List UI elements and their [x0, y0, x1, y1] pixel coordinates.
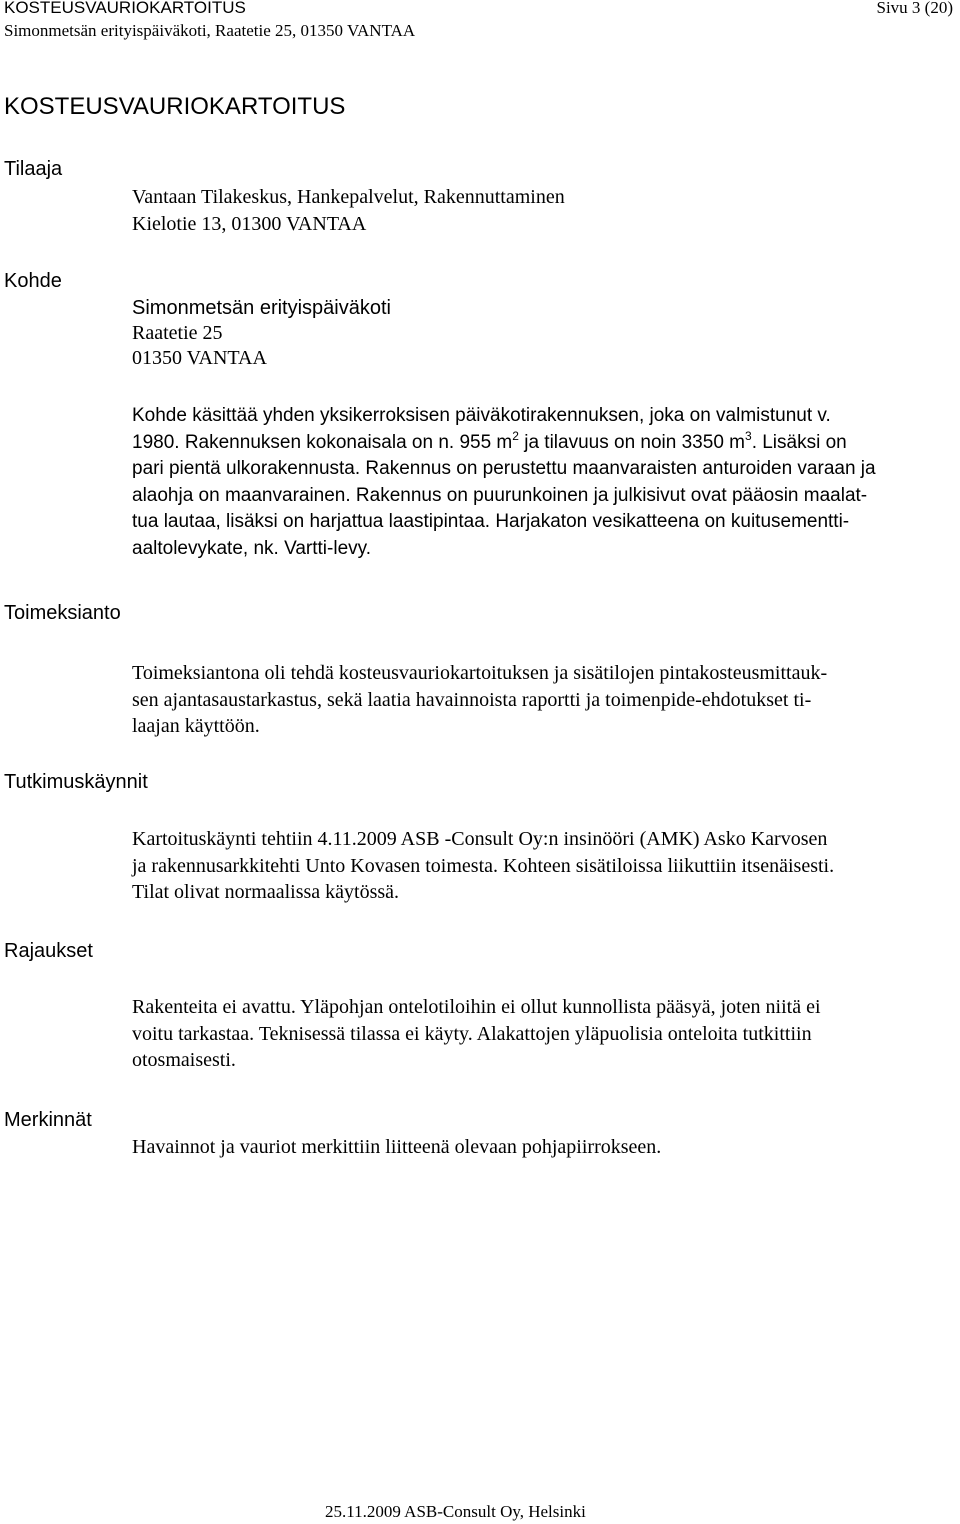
superscript-2: 2 [512, 428, 519, 443]
kohde-address-line: 01350 VANTAA [132, 347, 267, 369]
rajaukset-line: otosmaisesti. [132, 1049, 236, 1071]
kohde-desc-line: pari pientä ulkorakennusta. Rakennus on perustettu maanvaraisten anturoiden varaan ja [132, 458, 876, 479]
merkinnat-content [132, 1134, 957, 1161]
rajaukset-line: voitu tarkastaa. Teknisessä tilassa ei käyty. Alakattojen yläpuolisia onteloita tutkittiin [132, 1022, 812, 1045]
section-label-toimeksianto: Toimeksianto [4, 602, 121, 624]
toimeksianto-line: sen ajantasaustarkastus, sekä laatia havainnoista raportti ja toimenpide-ehdotukset ti- [132, 688, 812, 711]
kohde-desc-text: 1980. Rakennuksen kokonaisala on n. 955 m [132, 431, 513, 453]
kohde-address-line: Simonmetsän erityispäiväkoti [132, 297, 391, 319]
kohde-desc-text: . Lisäksi on [751, 431, 847, 453]
toimeksianto-line: Toimeksiantona oli tehdä kosteusvauriokartoituksen ja sisätilojen pintakosteusmittauk- [132, 662, 828, 684]
merkinnat-line: Havainnot ja vauriot merkittiin liitteenä olevaan pohjapiirrokseen. [132, 1136, 662, 1158]
section-label-tutkimuskaynnit: Tutkimuskäynnit [4, 771, 148, 793]
kohde-desc-line [132, 430, 957, 457]
section-label-merkinnat: Merkinnät [4, 1109, 92, 1131]
tutkimuskaynnit-line: ja rakennusarkkitehti Unto Kovasen toimesta. Kohteen sisätiloissa liikuttiin itsenäisesti. [132, 854, 835, 877]
header-page-number: Sivu 3 (20) [876, 0, 953, 17]
tutkimuskaynnit-content [132, 826, 957, 906]
kohde-desc-line: alaohja on maanvarainen. Rakennus on puurunkoinen ja julkisivut ovat pääosin maalat- [132, 484, 868, 506]
kohde-address [132, 296, 957, 371]
toimeksianto-content [132, 660, 957, 740]
page-footer: 25.11.2009 ASB-Consult Oy, Helsinki [325, 1502, 586, 1521]
section-label-tilaaja: Tilaaja [4, 158, 63, 180]
tilaaja-line: Kielotie 13, 01300 VANTAA [132, 212, 367, 235]
section-label-kohde: Kohde [4, 270, 62, 292]
rajaukset-content [132, 994, 957, 1074]
kohde-description [132, 403, 957, 562]
header-site-line: Simonmetsän erityispäiväkoti, Raatetie 25, 01350 VANTAA [4, 21, 416, 40]
tutkimuskaynnit-line: Tilat olivat normaalissa käytössä. [132, 881, 400, 903]
header-doc-type: KOSTEUSVAURIOKARTOITUS [4, 0, 246, 17]
toimeksianto-line: laajan käyttöön. [132, 715, 260, 737]
kohde-address-line: Raatetie 25 [132, 322, 223, 344]
superscript-3: 3 [745, 428, 752, 443]
rajaukset-line: Rakenteita ei avattu. Yläpohjan ontelotiloihin ei ollut kunnollista pääsyä, joten niitä ei [132, 996, 821, 1018]
document-title: KOSTEUSVAURIOKARTOITUS [4, 93, 346, 120]
kohde-desc-text: ja tilavuus on noin 3350 m [518, 431, 745, 453]
kohde-desc-line: aaltolevykate, nk. Vartti-levy. [132, 537, 372, 559]
section-label-rajaukset: Rajaukset [4, 940, 93, 962]
kohde-desc-line: tua lautaa, lisäksi on harjattua laastipintaa. Harjakaton vesikatteena on kuitusementti- [132, 511, 850, 532]
tilaaja-content [132, 184, 957, 237]
tilaaja-line: Vantaan Tilakeskus, Hankepalvelut, Rakennuttaminen [132, 186, 565, 208]
tutkimuskaynnit-line: Kartoituskäynti tehtiin 4.11.2009 ASB -Consult Oy:n insinööri (AMK) Asko Karvosen [132, 828, 828, 850]
kohde-desc-line: Kohde käsittää yhden yksikerroksisen päiväkotirakennuksen, joka on valmistunut v. [132, 405, 831, 426]
